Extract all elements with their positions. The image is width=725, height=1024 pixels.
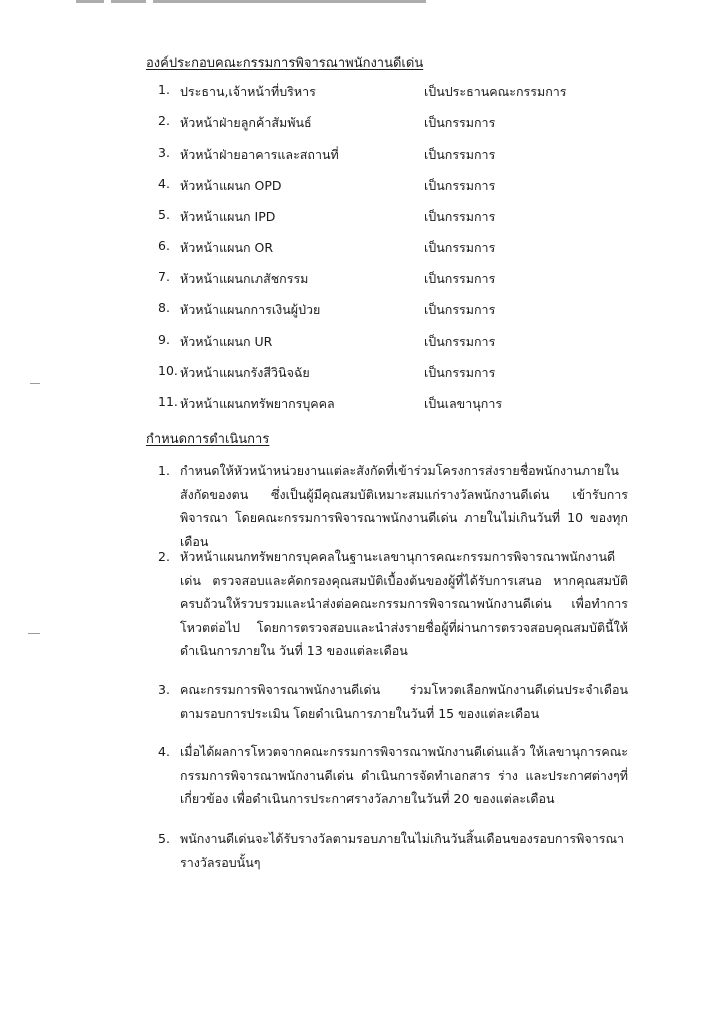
procedure-item bbox=[158, 545, 628, 663]
procedure-number: 1. bbox=[158, 463, 170, 478]
scan-artifact-top bbox=[76, 0, 426, 3]
procedure-heading: กำหนดการดำเนินการ bbox=[146, 432, 270, 447]
member-role: เป็นกรรมการ bbox=[424, 209, 496, 224]
member-number: 6. bbox=[158, 238, 170, 253]
member-position: หัวหน้าแผนก IPD bbox=[180, 209, 276, 224]
member-position: หัวหน้าแผนก OPD bbox=[180, 178, 282, 193]
member-position: หัวหน้าแผนก UR bbox=[180, 334, 273, 349]
member-role: เป็นกรรมการ bbox=[424, 147, 496, 162]
committee-member-row bbox=[158, 113, 578, 133]
procedure-text: เมื่อได้ผลการโหวตจากคณะกรรมการพิจารณาพนักงานดีเด่นแล้ว ให้เลขานุการคณะกรรมการพิจารณาพนักงานดีเด่น ดำเนินการจัดทำเอกสาร ร่าง และประกาศต่างๆที่เกี่ยวข้อง เพื่อดำเนินการประกาศรางวัลภายในวันที่ 20 ของแต่ละเดือน bbox=[180, 744, 628, 806]
committee-member-row bbox=[158, 332, 578, 352]
member-role: เป็นกรรมการ bbox=[424, 240, 496, 255]
procedure-number: 3. bbox=[158, 682, 170, 697]
procedure-item bbox=[158, 740, 628, 811]
procedure-item bbox=[158, 459, 628, 553]
member-number: 1. bbox=[158, 82, 170, 97]
committee-member-row bbox=[158, 82, 578, 102]
scan-margin-mark bbox=[28, 633, 40, 634]
committee-member-row bbox=[158, 269, 578, 289]
member-number: 2. bbox=[158, 113, 170, 128]
member-position: หัวหน้าฝ่ายอาคารและสถานที่ bbox=[180, 147, 339, 162]
procedure-number: 5. bbox=[158, 831, 170, 846]
procedure-item bbox=[158, 827, 628, 874]
member-number: 9. bbox=[158, 332, 170, 347]
member-number: 4. bbox=[158, 176, 170, 191]
member-position: หัวหน้าแผนกเภสัชกรรม bbox=[180, 271, 309, 286]
scan-margin-mark bbox=[30, 383, 40, 384]
member-role: เป็นกรรมการ bbox=[424, 302, 496, 317]
member-role: เป็นประธานคณะกรรมการ bbox=[424, 84, 567, 99]
committee-member-row bbox=[158, 363, 578, 383]
member-position: หัวหน้าแผนกรังสีวินิจฉัย bbox=[180, 365, 310, 380]
member-position: หัวหน้าแผนก OR bbox=[180, 240, 274, 255]
committee-member-row bbox=[158, 207, 578, 227]
procedure-item bbox=[158, 678, 628, 725]
committee-member-row bbox=[158, 238, 578, 258]
member-role: เป็นกรรมการ bbox=[424, 365, 496, 380]
member-role: เป็นกรรมการ bbox=[424, 271, 496, 286]
member-role: เป็นเลขานุการ bbox=[424, 396, 503, 411]
member-position: ประธาน,เจ้าหน้าที่บริหาร bbox=[180, 84, 316, 99]
member-number: 5. bbox=[158, 207, 170, 222]
member-role: เป็นกรรมการ bbox=[424, 334, 496, 349]
member-position: หัวหน้าแผนกการเงินผู้ป่วย bbox=[180, 302, 321, 317]
member-number: 11. bbox=[158, 394, 178, 409]
member-number: 3. bbox=[158, 145, 170, 160]
procedure-number: 4. bbox=[158, 744, 170, 759]
committee-heading: องค์ประกอบคณะกรรมการพิจารณาพนักงานดีเด่น bbox=[146, 56, 424, 71]
procedure-text: กำหนดให้หัวหน้าหน่วยงานแต่ละสังกัดที่เข้าร่วมโครงการส่งรายชื่อพนักงานภายในสังกัดของตน ซึ่งเป็นผู้มีคุณสมบัติเหมาะสมแก่รางวัลพนักงานดีเด่น เข้ารับการพิจารณา โดยคณะกรรมการพิจารณาพนักงานดีเด่น ภายในไม่เกินวันที่ 10 ของทุกเดือน bbox=[180, 463, 628, 549]
procedure-text: คณะกรรมการพิจารณาพนักงานดีเด่น ร่วมโหวตเลือกพนักงานดีเด่นประจำเดือน ตามรอบการประเมิน โดยดำเนินการภายในวันที่ 15 ของแต่ละเดือน bbox=[180, 682, 628, 721]
member-role: เป็นกรรมการ bbox=[424, 178, 496, 193]
committee-member-row bbox=[158, 176, 578, 196]
procedure-number: 2. bbox=[158, 549, 170, 564]
member-position: หัวหน้าแผนกทรัพยากรบุคคล bbox=[180, 396, 335, 411]
committee-member-row bbox=[158, 300, 578, 320]
member-position: หัวหน้าฝ่ายลูกค้าสัมพันธ์ bbox=[180, 115, 312, 130]
procedure-text: พนักงานดีเด่นจะได้รับรางวัลตามรอบภายในไม่เกินวันสิ้นเดือนของรอบการพิจารณารางวัลรอบนั้นๆ bbox=[180, 831, 625, 870]
procedure-text: หัวหน้าแผนกทรัพยากรบุคคลในฐานะเลขานุการคณะกรรมการพิจารณาพนักงานดีเด่น ตรวจสอบและคัดกรองคุณสมบัติเบื้องต้นของผู้ที่ได้รับการเสนอ หากคุณสมบัติครบถ้วนให้รวบรวมและนำส่งต่อคณะกรรมการพิจารณาพนักงานดีเด่น เพื่อทำการโหวตต่อไป โดยการตรวจสอบและนำส่งรายชื่อผู้ที่ผ่านการตรวจสอบคุณสมบัตินี้ให้ดำเนินการภายใน วันที่ 13 ของแต่ละเดือน bbox=[180, 549, 628, 658]
member-number: 10. bbox=[158, 363, 178, 378]
member-number: 8. bbox=[158, 300, 170, 315]
member-role: เป็นกรรมการ bbox=[424, 115, 496, 130]
committee-member-row bbox=[158, 394, 578, 414]
committee-member-row bbox=[158, 145, 578, 165]
member-number: 7. bbox=[158, 269, 170, 284]
